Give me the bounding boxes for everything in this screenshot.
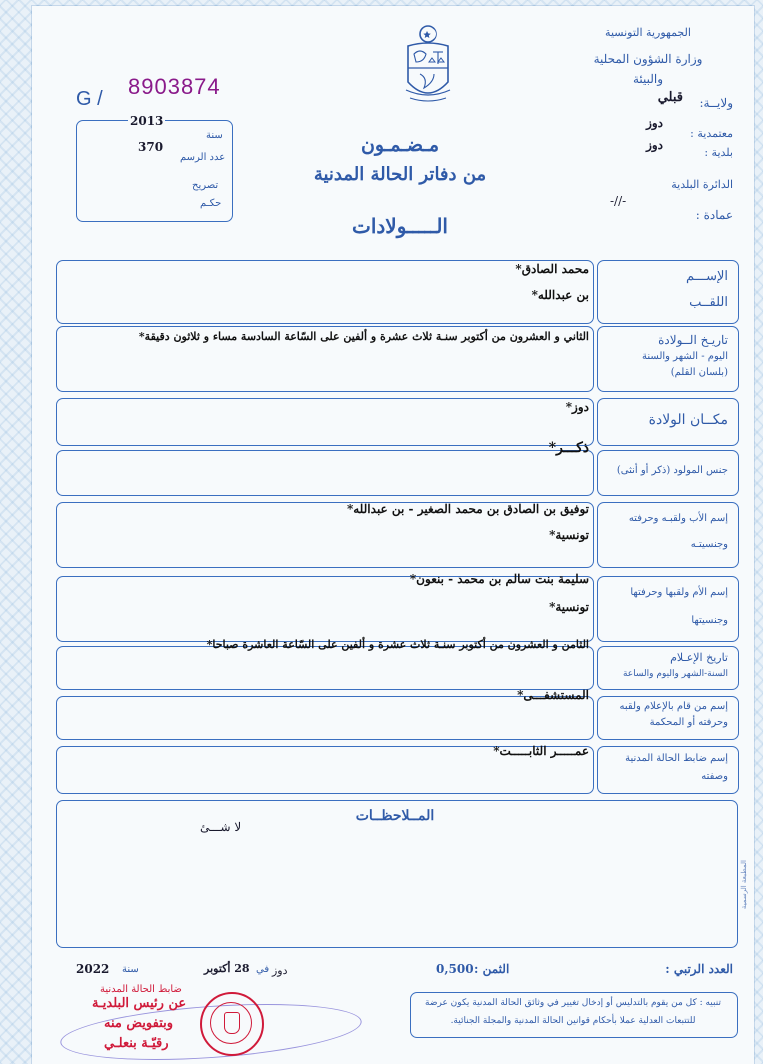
value-first-name: محمد الصادق* bbox=[515, 262, 589, 276]
footer-year-label: سنة bbox=[122, 964, 139, 975]
register-number-value: 370 bbox=[138, 140, 164, 154]
motamadia-value: دوز bbox=[646, 116, 663, 130]
baladia-label: بلدية : bbox=[704, 146, 733, 159]
register-declaration-label: تصريح bbox=[192, 180, 219, 191]
stamp-line-0: ضابط الحالة المدنية bbox=[100, 984, 182, 995]
title-line-3: الـــــولادات bbox=[352, 214, 448, 238]
footer-in-label: في bbox=[256, 964, 270, 975]
value-box-declarant bbox=[56, 696, 594, 740]
baladia-value: دوز bbox=[646, 138, 663, 152]
label-officer-sub: وصفته bbox=[701, 771, 728, 782]
notes-value: لا شـــئ bbox=[200, 820, 242, 834]
footer-date: 28 أكتوبر bbox=[204, 962, 250, 975]
title-line-2: من دفاتر الحالة المدنية bbox=[313, 164, 487, 185]
side-print-label: المطبعة الرسمية bbox=[740, 860, 748, 910]
republic-label: الجمهورية التونسية bbox=[605, 26, 691, 39]
stamp-line-3: رقيّـة بنعلـي bbox=[104, 1036, 169, 1051]
serial-number: 8903874 bbox=[128, 74, 221, 99]
footer-serial-label: العدد الرتبي : bbox=[665, 962, 733, 976]
footer-year-value: 2022 bbox=[76, 962, 110, 976]
value-mother-nationality: تونسية* bbox=[549, 600, 589, 614]
value-birth-place: دوز* bbox=[565, 400, 589, 414]
ministry-label-2: والبيئة bbox=[632, 72, 664, 86]
label-declaration-date: تاريخ الإعـلام bbox=[670, 651, 728, 664]
footer-price-label: الثمن : bbox=[474, 962, 510, 976]
value-father-nationality: تونسية* bbox=[549, 528, 589, 542]
label-first-name: الإســـم bbox=[686, 269, 728, 284]
daira-value: -//- bbox=[610, 194, 627, 208]
title-line-1: مـضـمـون bbox=[360, 134, 440, 156]
register-year-value: 2013 bbox=[130, 114, 164, 128]
footer-price-value: 0,500 bbox=[436, 962, 474, 976]
value-birth-date: الثاني و العشرون من أكتوبر سنـة ثلاث عشرة و ألفين على السّاعة السادسة مساء و ثلاثون دقيقة* bbox=[138, 330, 589, 343]
label-mother-nationality: وجنسيتها bbox=[691, 615, 728, 626]
label-declaration-date-sub: السنة-الشهر واليوم والساعة bbox=[622, 669, 728, 679]
label-declarant-sub: وحرفته أو المحكمة bbox=[649, 717, 728, 728]
label-mother: إسم الأم ولقبها وحرفتها bbox=[630, 587, 728, 598]
label-officer: إسم ضابط الحالة المدنية bbox=[625, 753, 728, 764]
coat-of-arms-icon bbox=[398, 24, 458, 116]
daira-label: الدائرة البلدية bbox=[671, 178, 733, 191]
value-officer: عمـــــر الثابـــــت* bbox=[493, 744, 589, 758]
label-gender: جنس المولود (ذكر أو أنثى) bbox=[616, 465, 728, 476]
value-declarant: المستشفـــى* bbox=[517, 688, 589, 702]
stamp-line-1: عن رئيس البلديـة bbox=[92, 996, 187, 1011]
stamp-line-2: وبتفويض منه bbox=[104, 1016, 174, 1031]
wilaya-value: قبلي bbox=[657, 90, 683, 105]
ministry-label: وزارة الشؤون المحلية bbox=[593, 52, 703, 66]
value-box-gender bbox=[56, 450, 594, 496]
serial-prefix: G / bbox=[76, 88, 103, 110]
value-last-name: بن عبدالله* bbox=[531, 288, 589, 302]
label-last-name: اللقــب bbox=[689, 295, 728, 310]
value-box-birth-place bbox=[56, 398, 594, 446]
value-box-declaration-date bbox=[56, 646, 594, 690]
register-number-label: عدد الرسم bbox=[180, 152, 226, 163]
value-father: توفيق بن الصادق بن محمد الصغير - بن عبدالله* bbox=[346, 502, 589, 516]
value-declaration-date: الثامن و العشرون من أكتوبر سنـة ثلاث عشرة و ألفين على السّاعة العاشرة صباحا* bbox=[206, 638, 589, 651]
register-year-label: سنة bbox=[206, 130, 223, 141]
value-mother: سليمة بنت سالم بن محمد - بنعون* bbox=[409, 572, 589, 586]
value-gender: ذكـــر* bbox=[548, 440, 589, 456]
label-birth-place: مكــان الولادة bbox=[648, 412, 728, 428]
warning-line-1: تنبيه : كل من يقوم بالتدليس أو إدخال تغيير في وثائق الحالة المدنية يكون عرضة bbox=[425, 998, 721, 1008]
value-box-name bbox=[56, 260, 594, 324]
footer-place: دوز bbox=[272, 964, 288, 977]
notes-title: المــلاحظــات bbox=[355, 808, 435, 824]
label-declarant: إسم من قام بالإعلام ولقبه bbox=[619, 701, 728, 712]
official-seal-icon bbox=[200, 992, 264, 1056]
motamadia-label: معتمدية : bbox=[690, 127, 733, 140]
wilaya-label: ولايــة: bbox=[699, 96, 733, 110]
warning-line-2: للتتبعات العدلية عملا بأحكام قوانين الحالة المدنية والمجلة الجنائية. bbox=[450, 1016, 696, 1026]
label-father: إسم الأب ولقبـه وحرفته bbox=[628, 513, 728, 524]
register-judgment-label: حكـم bbox=[200, 198, 222, 209]
label-father-nationality: وجنسيتـه bbox=[690, 539, 728, 550]
label-birth-date: تاريـخ الــولادة bbox=[658, 333, 728, 347]
omada-label: عمادة : bbox=[695, 208, 733, 222]
label-birth-date-sub: اليوم - الشهر والسنة bbox=[642, 351, 728, 362]
label-birth-date-pen: (بلسان القلم) bbox=[670, 367, 728, 378]
